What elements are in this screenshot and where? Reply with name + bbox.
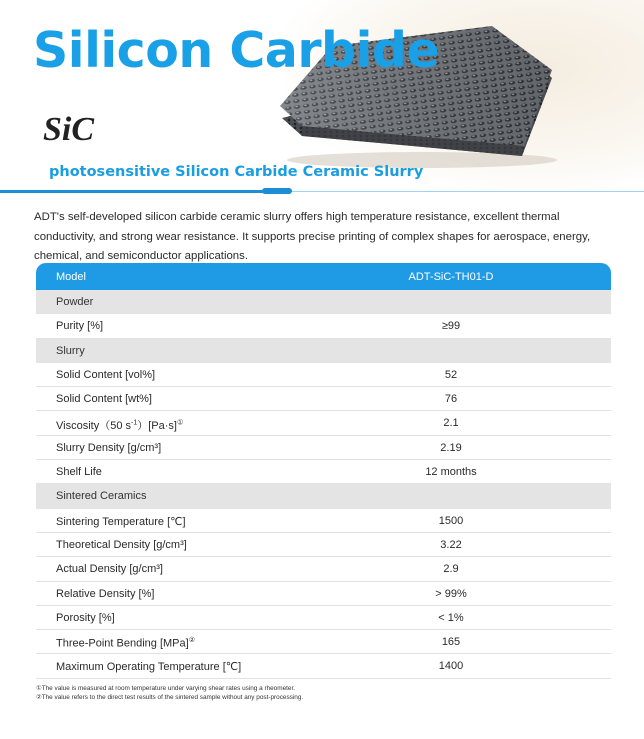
spec-table-header	[36, 263, 611, 290]
footnote-marker: ①	[176, 419, 184, 427]
hero-banner	[0, 0, 644, 192]
header-divider	[0, 188, 644, 194]
footnote-2: ②The value refers to the direct test results of the sintered sample without any post-processing.	[36, 694, 304, 701]
footnote-marker: ②	[188, 637, 195, 645]
table-row: Solid Content [vol%] 52	[36, 363, 611, 387]
table-row: Porosity [%] < 1%	[36, 606, 611, 630]
page-title: Silicon Carbide	[33, 22, 440, 79]
table-row: Maximum Operating Temperature [℃] 1400	[36, 654, 611, 678]
section-row-slurry: Slurry	[36, 339, 611, 363]
table-row: Shelf Life 12 months	[36, 460, 611, 484]
spec-table	[36, 263, 611, 679]
table-row: Actual Density [g/cm³] 2.9	[36, 557, 611, 581]
section-row-powder: Powder	[36, 290, 611, 314]
table-row: Viscosity（50 $s^{-1})[Pa\cdot s]^①$ 2.1	[36, 411, 611, 435]
model-number: ADT-SiC-TH01-D	[408, 271, 494, 283]
intro-paragraph: ADT's self-developed silicon carbide ceramic slurry offers high temperature resistance, excellent thermal conductivity, and strong wear resistance. It supports precise printing of complex shapes for aerospace, energy, chemical, and semiconductor applications.	[34, 211, 591, 262]
table-row: Theoretical Density [g/cm³] 3.22	[36, 533, 611, 557]
table-row: Purity [%] ≥99	[36, 314, 611, 338]
table-row: Slurry Density [g/cm³] 2.19	[36, 436, 611, 460]
footnotes	[36, 684, 303, 702]
product-tagline: photosensitive Silicon Carbide Ceramic Slurry	[49, 164, 424, 180]
table-row: Solid Content [wt%] 76	[36, 387, 611, 411]
section-row-sintered-ceramics: Sintered Ceramics	[36, 484, 611, 508]
table-row: Three-Point Bending [MPa]② 165	[36, 630, 611, 654]
header-label: Model	[56, 271, 86, 283]
chemical-formula: SiC	[43, 111, 95, 148]
table-row: Relative Density [%] > 99%	[36, 582, 611, 606]
table-row: Sintering Temperature [℃] 1500	[36, 509, 611, 533]
footnote-1: ①The value is measured at room temperature under varying shear rates using a rheometer.	[36, 685, 295, 692]
